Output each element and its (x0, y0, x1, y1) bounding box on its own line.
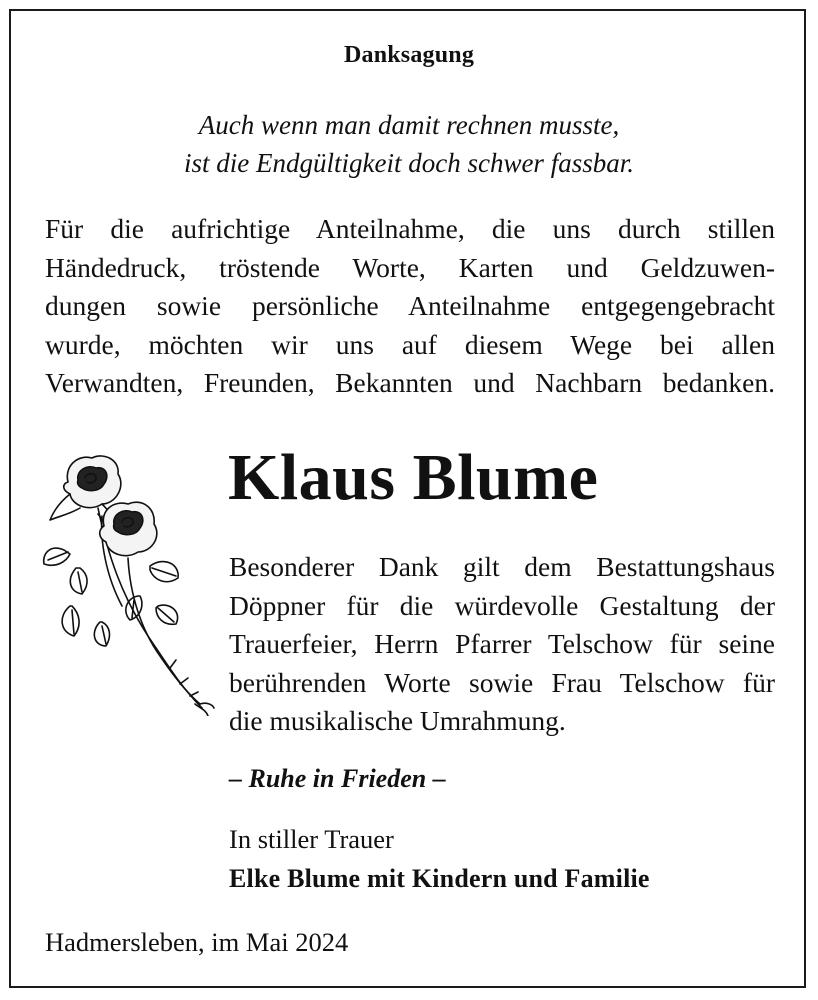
thanks-line: die musikalische Umrahmung. (229, 705, 566, 736)
special-thanks-paragraph (229, 548, 775, 741)
rest-in-peace: – Ruhe in Frieden – (229, 764, 446, 793)
roses-illustration (30, 446, 215, 716)
thanks-line: Besonderer Dank gilt dem Bestattungshaus (229, 551, 775, 582)
intro-line: Verwandten, Freunden, Bekannten und Nachbarn bedanken. (45, 367, 775, 398)
quote-line: Auch wenn man damit rechnen musste, (198, 110, 620, 140)
memorial-quote (0, 106, 818, 182)
thanks-line: Döppner für die würdevolle Gestaltung der (229, 589, 775, 621)
deceased-name: Klaus Blume (228, 441, 599, 514)
family-signature: Elke Blume mit Kindern und Familie (229, 864, 650, 893)
intro-line: dungen sowie persönliche Anteilnahme entgegengebracht (45, 290, 775, 321)
quote-line: ist die Endgültigkeit doch schwer fassbar. (184, 148, 634, 178)
intro-line: Für die aufrichtige Anteilnahme, die uns durch stillen (45, 213, 775, 244)
place-and-date: Hadmersleben, im Mai 2024 (45, 927, 349, 957)
mourning-label: In stiller Trauer (229, 824, 394, 854)
intro-paragraph (45, 210, 775, 403)
intro-line: wurde, möchten wir uns auf diesem Wege bei allen (45, 328, 775, 360)
thanks-line: Trauerfeier, Herrn Pfarrer Telschow für seine (229, 628, 775, 659)
intro-line: Händedruck, tröstende Worte, Karten und Geldzuwen- (45, 251, 775, 283)
notice-heading: Danksagung (343, 42, 475, 68)
thanks-line: berührenden Worte sowie Frau Telschow für (229, 666, 775, 698)
